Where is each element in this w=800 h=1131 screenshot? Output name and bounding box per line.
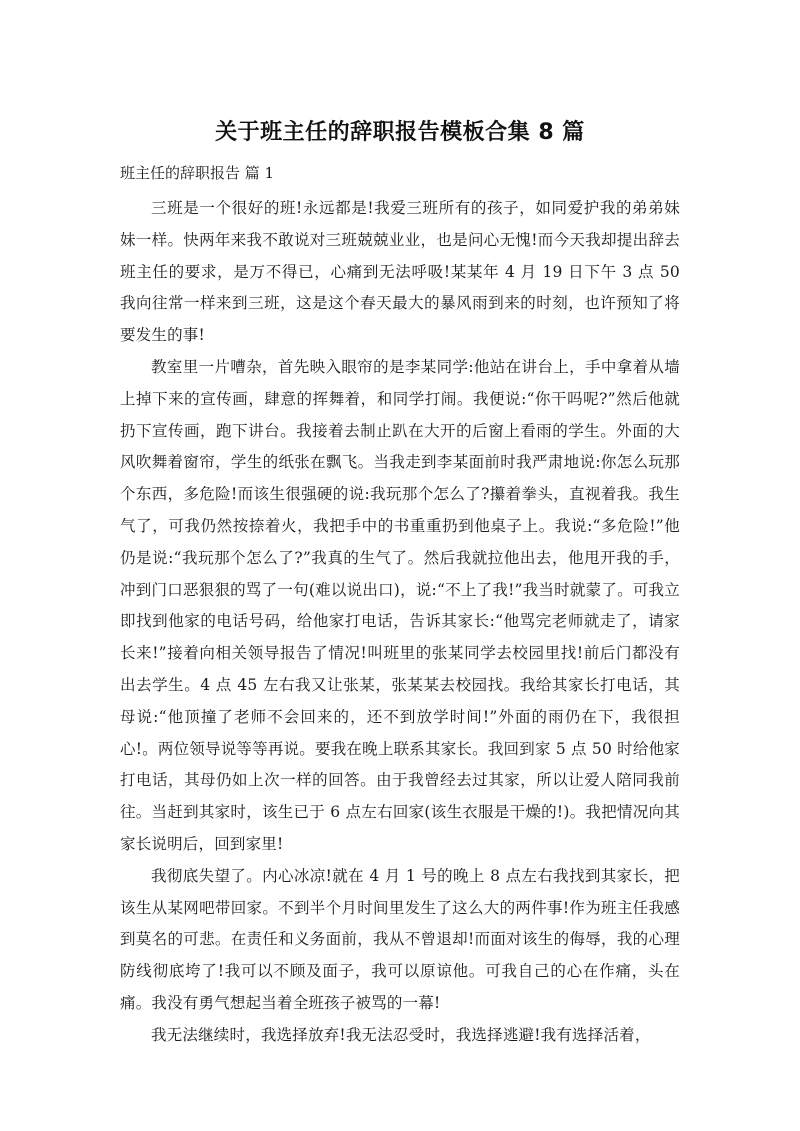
document-body [120, 193, 680, 1052]
section-heading: 班主任的辞职报告 篇 1 [120, 164, 275, 182]
paragraph-1: 三班是一个很好的班!永远都是!我爱三班所有的孩子，如同爱护我的弟弟妹妹一样。快两年来我不敢说对三班兢兢业业，也是问心无愧!而今天我却提出辞去班主任的要求，是万不得已，心痛到无法呼吸!某某年 4 月 19 日下午 3 点 50 我向往常一样来到三班，这是这个春天最大的暴风雨到来的时刻，也许预知了将要发生的事! [120, 199, 680, 345]
paragraph-3: 我彻底失望了。内心冰凉!就在 4 月 1 号的晚上 8 点左右我找到其家长，把该生从某网吧带回家。不到半个月时间里发生了这么大的两件事!作为班主任我感到莫名的可悲。在责任和义务面前，我从不曾退却!而面对该生的侮辱，我的心理防线彻底垮了!我可以不顾及面子，我可以原谅他。可我自己的心在作痛，头在痛。我没有勇气想起当着全班孩子被骂的一幕! [120, 866, 680, 1012]
paragraph-4: 我无法继续时，我选择放弃!我无法忍受时，我选择逃避!我有选择活着， [151, 1025, 651, 1044]
document-title: 关于班主任的辞职报告模板合集 8 篇 [215, 120, 585, 145]
paragraph-2: 教室里一片嘈杂，首先映入眼帘的是李某同学:他站在讲台上，手中拿着从墙上掉下来的宣传画，肆意的挥舞着，和同学打闹。我便说:“你干吗呢?”然后他就扔下宣传画，跑下讲台。我接着去制止趴在大开的后窗上看雨的学生。外面的大风吹舞着窗帘，学生的纸张在飘飞。当我走到李某面前时我严肃地说:你怎么玩那个东西，多危险!而该生很强硬的说:我玩那个怎么了?攥着拳头，直视着我。我生气了，可我仍然按捺着火，我把手中的书重重扔到他桌子上。我说:“多危险!”他仍是说:“我玩那个怎么了?”我真的生气了。然后我就拉他出去，他甩开我的手，冲到门口恶狠狠的骂了一句(难以说出口)，说:“不上了我!”我当时就蒙了。可我立即找到他家的电话号码，给他家打电话，告诉其家长:“他骂完老师就走了，请家长来!”接着向相关领导报告了情况!叫班里的张某同学去校园里找!前后门都没有出去学生。4 点 45 左右我又让张某，张某某去校园找。我给其家长打电话，其母说:“他顶撞了老师不会回来的，还不到放学时间!”外面的雨仍在下，我很担心!。两位领导说等等再说。要我在晚上联系其家长。我回到家 5 点 50 时给他家打电话，其母仍如上次一样的回答。由于我曾经去过其家，所以让爱人陪同我前往。当赶到其家时，该生已于 6 点左右回家(该生衣服是干燥的!)。我把情况向其家长说明后，回到家里! [120, 357, 680, 853]
